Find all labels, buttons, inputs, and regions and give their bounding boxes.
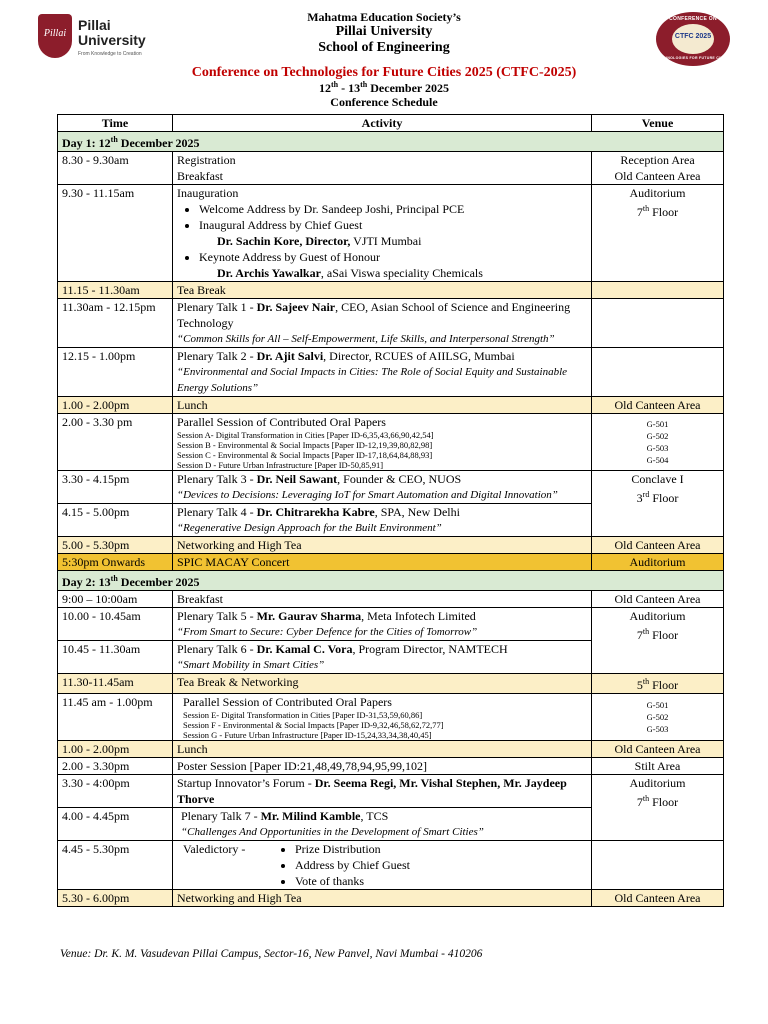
table-row: 4.15 - 5.00pm Plenary Talk 4 - Dr. Chitrarekha Kabre, SPA, New Delhi “Regenerative Design Approach for the Built Environment” bbox=[58, 504, 724, 537]
school-name: School of Engineering bbox=[318, 40, 450, 55]
table-row: 2.00 - 3.30pm Poster Session [Paper ID:21,48,49,78,94,95,99,102] Stilt Area bbox=[58, 758, 724, 775]
table-row: 10.45 - 11.30am Plenary Talk 6 - Dr. Kamal C. Vora, Program Director, NAMTECH “Smart Mobility in Smart Cities” bbox=[58, 641, 724, 674]
shield-icon: Pillai bbox=[38, 14, 72, 58]
col-activity: Activity bbox=[173, 115, 592, 132]
logo-tagline: From Knowledge to Creation bbox=[78, 51, 142, 57]
table-row: 4.45 - 5.30pm Valedictory - • Prize Distribution • Address by Chief Guest • Vote of thanks bbox=[58, 841, 724, 890]
day2-label: Day 2: 13th December 2025 bbox=[58, 571, 724, 591]
table-row: 11.30-11.45am Tea Break & Networking 5th Floor bbox=[58, 674, 724, 694]
university-name: Pillai University bbox=[335, 24, 433, 39]
table-row: 5:30pm Onwards SPIC MACAY Concert Auditorium bbox=[58, 554, 724, 571]
table-row: 10.00 - 10.45am Plenary Talk 5 - Mr. Gaurav Sharma, Meta Infotech Limited “From Smart to Secure: Cyber Defence for the Cities of Tomorrow” Auditorium 7th Floor bbox=[58, 608, 724, 641]
logo-name: Pillai University bbox=[78, 17, 146, 48]
society-name: Mahatma Education Society’s bbox=[307, 10, 461, 24]
seal-top-text: CONFERENCE ON bbox=[669, 16, 717, 22]
day1-label: Day 1: 12th December 2025 bbox=[58, 132, 724, 152]
conference-dates: 12th - 13th December 2025 bbox=[319, 80, 449, 95]
table-row: 5.00 - 5.30pm Networking and High Tea Old Canteen Area bbox=[58, 537, 724, 554]
seal-bottom-text: TECHNOLOGIES FOR FUTURE CITIES bbox=[656, 56, 730, 60]
table-row: 3.30 - 4:00pm Startup Innovator’s Forum - Dr. Seema Regi, Mr. Vishal Stephen, Mr. Jaydeep Thorve Auditorium 7th Floor bbox=[58, 775, 724, 808]
col-venue: Venue bbox=[592, 115, 724, 132]
table-row: 5.30 - 6.00pm Networking and High Tea Old Canteen Area bbox=[58, 890, 724, 907]
table-row: 9.30 - 11.15am Inauguration • Welcome Address by Dr. Sandeep Joshi, Principal PCE • Inaugural Address by Chief Guest Dr. Sachin Kore, Director, VJTI Mumbai • Keynote Address by Guest of Honour Dr. Archis Yawalkar, aSai Viswa speciality Chemicals Auditorium 7th Floor bbox=[58, 185, 724, 282]
table-row: 1.00 - 2.00pm Lunch Old Canteen Area bbox=[58, 397, 724, 414]
table-row: 11.15 - 11.30am Tea Break bbox=[58, 282, 724, 299]
table-row: 3.30 - 4.15pm Plenary Talk 3 - Dr. Neil Sawant, Founder & CEO, NUOS “Devices to Decisions: Leveraging IoT for Smart Automation and Digital Innovation” Conclave I 3rd Floor bbox=[58, 471, 724, 504]
valedictory-list: • Prize Distribution • Address by Chief Guest • Vote of thanks bbox=[273, 841, 410, 889]
table-row: 2.00 - 3.30 pm Parallel Session of Contributed Oral Papers Session A- Digital Transformation in Cities [Paper ID-6,35,43,66,90,42,54] Session B - Environmental & Social Impacts [Paper ID-12,19,39,80,82,98] Session C - Environmental & Social Impacts [Paper ID-17,18,64,84,88,93] Session D - Future Urban Infrastructure [Paper ID-50,85,91] G-501 G-502 G-503 G-504 bbox=[58, 414, 724, 471]
day2-row bbox=[58, 571, 724, 591]
table-row: 12.15 - 1.00pm Plenary Talk 2 - Dr. Ajit Salvi, Director, RCUES of AIILSG, Mumbai “Environmental and Social Impacts in Cities: The Role of Social Equity and Sustainable Energy Solutions” bbox=[58, 348, 724, 397]
col-time: Time bbox=[58, 115, 173, 132]
conference-seal bbox=[656, 12, 730, 66]
table-row: 9:00 – 10:00am Breakfast Old Canteen Area bbox=[58, 591, 724, 608]
conference-title: Conference on Technologies for Future Cities 2025 (CTFC-2025) bbox=[191, 65, 577, 80]
table-row: 4.00 - 4.45pm Plenary Talk 7 - Mr. Milind Kamble, TCS “Challenges And Opportunities in the Development of Smart Cities” bbox=[58, 808, 724, 841]
table-header-row bbox=[58, 115, 724, 132]
seal-center-text: CTFC 2025 bbox=[674, 33, 712, 40]
venue-footer: Venue: Dr. K. M. Vasudevan Pillai Campus, Sector-16, New Panvel, Navi Mumbai - 410206 bbox=[60, 948, 483, 960]
table-row: 1.00 - 2.00pm Lunch Old Canteen Area bbox=[58, 741, 724, 758]
table-row: 8.30 - 9.30am Registration Breakfast Reception Area Old Canteen Area bbox=[58, 152, 724, 185]
table-row: 11.30am - 12.15pm Plenary Talk 1 - Dr. Sajeev Nair, CEO, Asian School of Science and Engineering Technology “Common Skills for All – Self-Empowerment, Life Skills, and Interpersonal Strength” bbox=[58, 299, 724, 348]
inauguration-list: • Welcome Address by Dr. Sandeep Joshi, Principal PCE • Inaugural Address by Chief Guest bbox=[177, 201, 587, 233]
table-row: 11.45 am - 1.00pm Parallel Session of Contributed Oral Papers Session E- Digital Transformation in Cities [Paper ID-31,53,59,60,86] Session F - Environmental & Social Impacts [Paper ID-9,32,46,58,62,72,77] Session G - Future Urban Infrastructure [Paper ID-15,24,33,34,38,40,45] G-501 G-502 G-503 bbox=[58, 694, 724, 741]
schedule-subtitle: Conference Schedule bbox=[330, 95, 438, 109]
schedule-table bbox=[57, 114, 724, 907]
header bbox=[0, 0, 768, 112]
day1-row bbox=[58, 132, 724, 152]
